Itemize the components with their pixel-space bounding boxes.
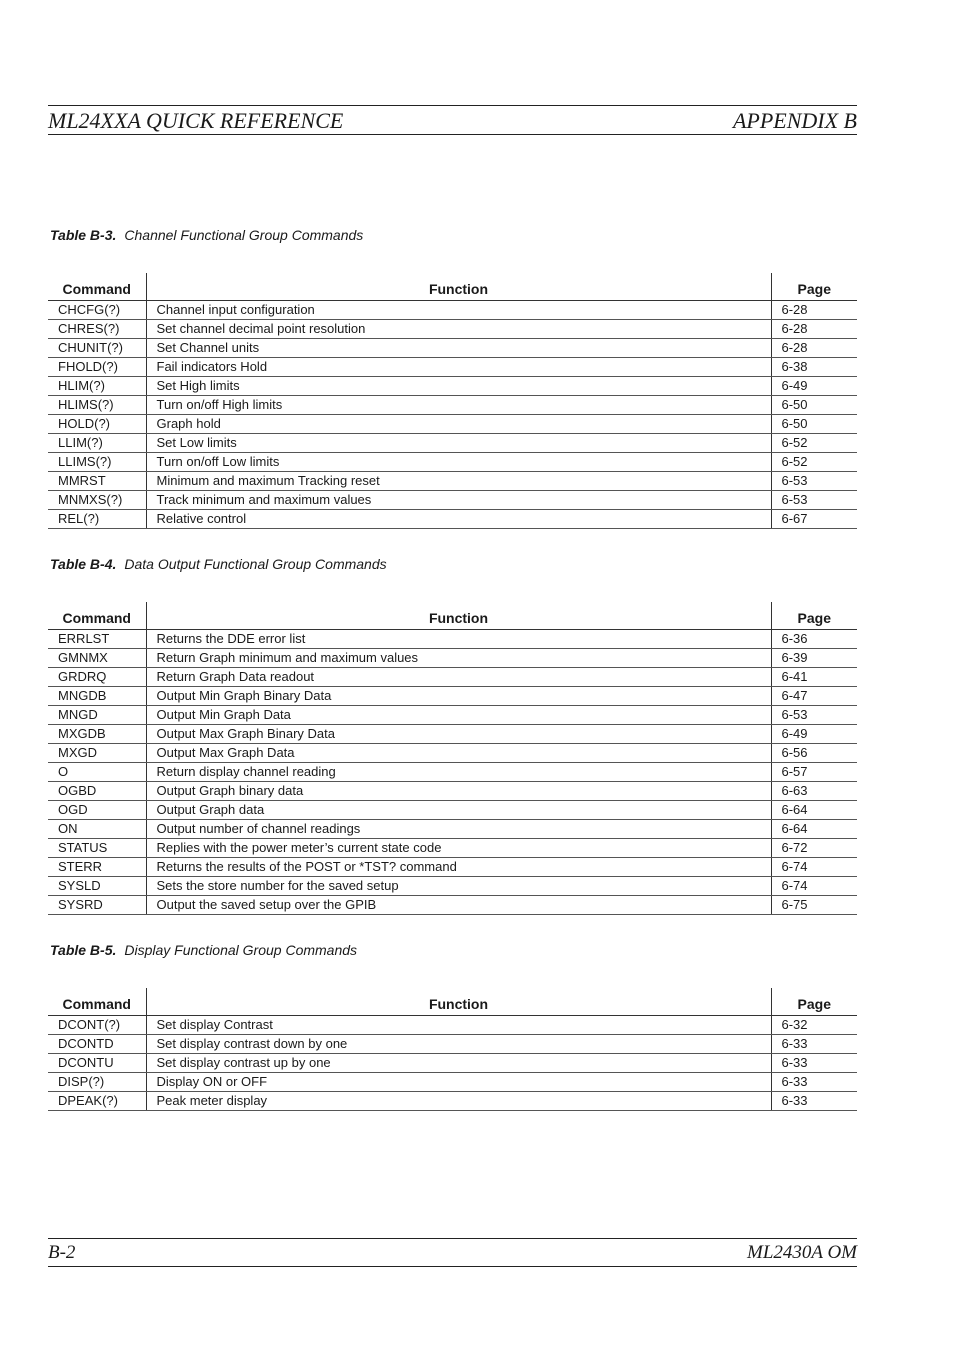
command-cell: GMNMX <box>48 649 146 668</box>
table-row <box>48 377 857 396</box>
document-id: ML2430A OM <box>747 1242 857 1263</box>
table-row <box>48 491 857 510</box>
page-cell: 6-36 <box>771 630 857 649</box>
function-cell: Output Graph binary data <box>146 782 771 801</box>
page-cell: 6-64 <box>771 801 857 820</box>
table-row <box>48 301 857 320</box>
command-cell: MNGD <box>48 706 146 725</box>
table-row <box>48 668 857 687</box>
table-caption <box>50 227 363 243</box>
command-cell: LLIM(?) <box>48 434 146 453</box>
page-cell: 6-33 <box>771 1092 857 1111</box>
page-cell: 6-53 <box>771 706 857 725</box>
page-cell: 6-49 <box>771 725 857 744</box>
table-row <box>48 782 857 801</box>
page-cell: 6-41 <box>771 668 857 687</box>
command-cell: DCONTD <box>48 1035 146 1054</box>
page-cell: 6-32 <box>771 1016 857 1035</box>
function-cell: Set Channel units <box>146 339 771 358</box>
table-row <box>48 510 857 529</box>
table-row <box>48 630 857 649</box>
page-header <box>48 105 857 135</box>
command-cell: REL(?) <box>48 510 146 529</box>
command-cell: MNMXS(?) <box>48 491 146 510</box>
function-cell: Output Min Graph Binary Data <box>146 687 771 706</box>
table-row <box>48 649 857 668</box>
page-cell: 6-47 <box>771 687 857 706</box>
function-cell: Return Graph Data readout <box>146 668 771 687</box>
command-cell: DCONTU <box>48 1054 146 1073</box>
table-row <box>48 1035 857 1054</box>
command-cell: HLIM(?) <box>48 377 146 396</box>
command-cell: FHOLD(?) <box>48 358 146 377</box>
function-cell: Output the saved setup over the GPIB <box>146 896 771 915</box>
function-cell: Turn on/off High limits <box>146 396 771 415</box>
table-row <box>48 877 857 896</box>
function-cell: Replies with the power meter’s current state code <box>146 839 771 858</box>
function-cell: Track minimum and maximum values <box>146 491 771 510</box>
column-header-function: Function <box>146 988 771 1016</box>
page-cell: 6-64 <box>771 820 857 839</box>
table-row <box>48 801 857 820</box>
function-cell: Output Max Graph Data <box>146 744 771 763</box>
function-cell: Return display channel reading <box>146 763 771 782</box>
page-cell: 6-39 <box>771 649 857 668</box>
function-cell: Set display contrast down by one <box>146 1035 771 1054</box>
command-cell: ON <box>48 820 146 839</box>
function-cell: Display ON or OFF <box>146 1073 771 1092</box>
page-cell: 6-50 <box>771 396 857 415</box>
command-cell: DISP(?) <box>48 1073 146 1092</box>
channel-commands-table <box>48 273 857 529</box>
function-cell: Set channel decimal point resolution <box>146 320 771 339</box>
function-cell: Return Graph minimum and maximum values <box>146 649 771 668</box>
command-cell: MMRST <box>48 472 146 491</box>
page-cell: 6-74 <box>771 858 857 877</box>
table-row <box>48 839 857 858</box>
command-cell: ERRLST <box>48 630 146 649</box>
function-cell: Set display Contrast <box>146 1016 771 1035</box>
function-cell: Turn on/off Low limits <box>146 453 771 472</box>
table-caption-title: Data Output Functional Group Commands <box>124 556 387 572</box>
column-header-function: Function <box>146 273 771 301</box>
table-row <box>48 820 857 839</box>
column-header-command: Command <box>48 602 146 630</box>
data-output-commands-table <box>48 602 857 915</box>
table-header-row <box>48 273 857 301</box>
page-cell: 6-63 <box>771 782 857 801</box>
table-row <box>48 358 857 377</box>
table-header-row <box>48 988 857 1016</box>
function-cell: Returns the DDE error list <box>146 630 771 649</box>
table-caption-number: Table B-3. <box>50 227 117 243</box>
page-cell: 6-50 <box>771 415 857 434</box>
table-caption-number: Table B-4. <box>50 556 117 572</box>
function-cell: Channel input configuration <box>146 301 771 320</box>
command-cell: OGD <box>48 801 146 820</box>
command-cell: MNGDB <box>48 687 146 706</box>
table-row <box>48 320 857 339</box>
function-cell: Fail indicators Hold <box>146 358 771 377</box>
function-cell: Output number of channel readings <box>146 820 771 839</box>
command-cell: STATUS <box>48 839 146 858</box>
table-row <box>48 1092 857 1111</box>
page-cell: 6-74 <box>771 877 857 896</box>
page-cell: 6-52 <box>771 453 857 472</box>
function-cell: Graph hold <box>146 415 771 434</box>
function-cell: Output Max Graph Binary Data <box>146 725 771 744</box>
table-row <box>48 396 857 415</box>
function-cell: Peak meter display <box>146 1092 771 1111</box>
command-cell: MXGDB <box>48 725 146 744</box>
table-header-row <box>48 602 857 630</box>
page-cell: 6-56 <box>771 744 857 763</box>
table-row <box>48 434 857 453</box>
column-header-command: Command <box>48 273 146 301</box>
header-section: APPENDIX B <box>732 108 857 133</box>
command-cell: CHUNIT(?) <box>48 339 146 358</box>
page-cell: 6-57 <box>771 763 857 782</box>
table-row <box>48 687 857 706</box>
function-cell: Sets the store number for the saved setup <box>146 877 771 896</box>
table-row <box>48 706 857 725</box>
page-cell: 6-28 <box>771 339 857 358</box>
table-caption-number: Table B-5. <box>50 942 117 958</box>
function-cell: Minimum and maximum Tracking reset <box>146 472 771 491</box>
table-row <box>48 339 857 358</box>
page-cell: 6-33 <box>771 1035 857 1054</box>
table-row <box>48 896 857 915</box>
command-cell: DPEAK(?) <box>48 1092 146 1111</box>
page-number: B-2 <box>48 1242 76 1263</box>
function-cell: Set display contrast up by one <box>146 1054 771 1073</box>
function-cell: Output Graph data <box>146 801 771 820</box>
command-cell: DCONT(?) <box>48 1016 146 1035</box>
table-row <box>48 453 857 472</box>
table-caption <box>50 556 387 572</box>
command-cell: HLIMS(?) <box>48 396 146 415</box>
page-cell: 6-52 <box>771 434 857 453</box>
table-row <box>48 1073 857 1092</box>
page-cell: 6-33 <box>771 1054 857 1073</box>
command-cell: O <box>48 763 146 782</box>
command-cell: OGBD <box>48 782 146 801</box>
table-row <box>48 415 857 434</box>
page-cell: 6-33 <box>771 1073 857 1092</box>
page-footer <box>48 1238 857 1267</box>
table-caption <box>50 942 357 958</box>
page-cell: 6-28 <box>771 301 857 320</box>
page-cell: 6-28 <box>771 320 857 339</box>
column-header-page: Page <box>771 273 857 301</box>
command-cell: STERR <box>48 858 146 877</box>
command-cell: LLIMS(?) <box>48 453 146 472</box>
command-cell: SYSLD <box>48 877 146 896</box>
page-cell: 6-67 <box>771 510 857 529</box>
page-cell: 6-75 <box>771 896 857 915</box>
command-cell: CHRES(?) <box>48 320 146 339</box>
command-cell: GRDRQ <box>48 668 146 687</box>
function-cell: Returns the results of the POST or *TST? command <box>146 858 771 877</box>
function-cell: Set High limits <box>146 377 771 396</box>
page-cell: 6-72 <box>771 839 857 858</box>
page-cell: 6-49 <box>771 377 857 396</box>
function-cell: Relative control <box>146 510 771 529</box>
function-cell: Set Low limits <box>146 434 771 453</box>
column-header-command: Command <box>48 988 146 1016</box>
table-row <box>48 858 857 877</box>
page-cell: 6-38 <box>771 358 857 377</box>
table-row <box>48 1016 857 1035</box>
table-row <box>48 725 857 744</box>
table-row <box>48 763 857 782</box>
function-cell: Output Min Graph Data <box>146 706 771 725</box>
table-row <box>48 744 857 763</box>
column-header-page: Page <box>771 988 857 1016</box>
table-row <box>48 472 857 491</box>
command-cell: MXGD <box>48 744 146 763</box>
page-cell: 6-53 <box>771 472 857 491</box>
command-cell: HOLD(?) <box>48 415 146 434</box>
table-row <box>48 1054 857 1073</box>
table-caption-title: Channel Functional Group Commands <box>124 227 364 243</box>
header-title: ML24XXA QUICK REFERENCE <box>48 108 344 133</box>
column-header-function: Function <box>146 602 771 630</box>
table-caption-title: Display Functional Group Commands <box>124 942 358 958</box>
display-commands-table <box>48 988 857 1111</box>
command-cell: CHCFG(?) <box>48 301 146 320</box>
command-cell: SYSRD <box>48 896 146 915</box>
page-cell: 6-53 <box>771 491 857 510</box>
column-header-page: Page <box>771 602 857 630</box>
